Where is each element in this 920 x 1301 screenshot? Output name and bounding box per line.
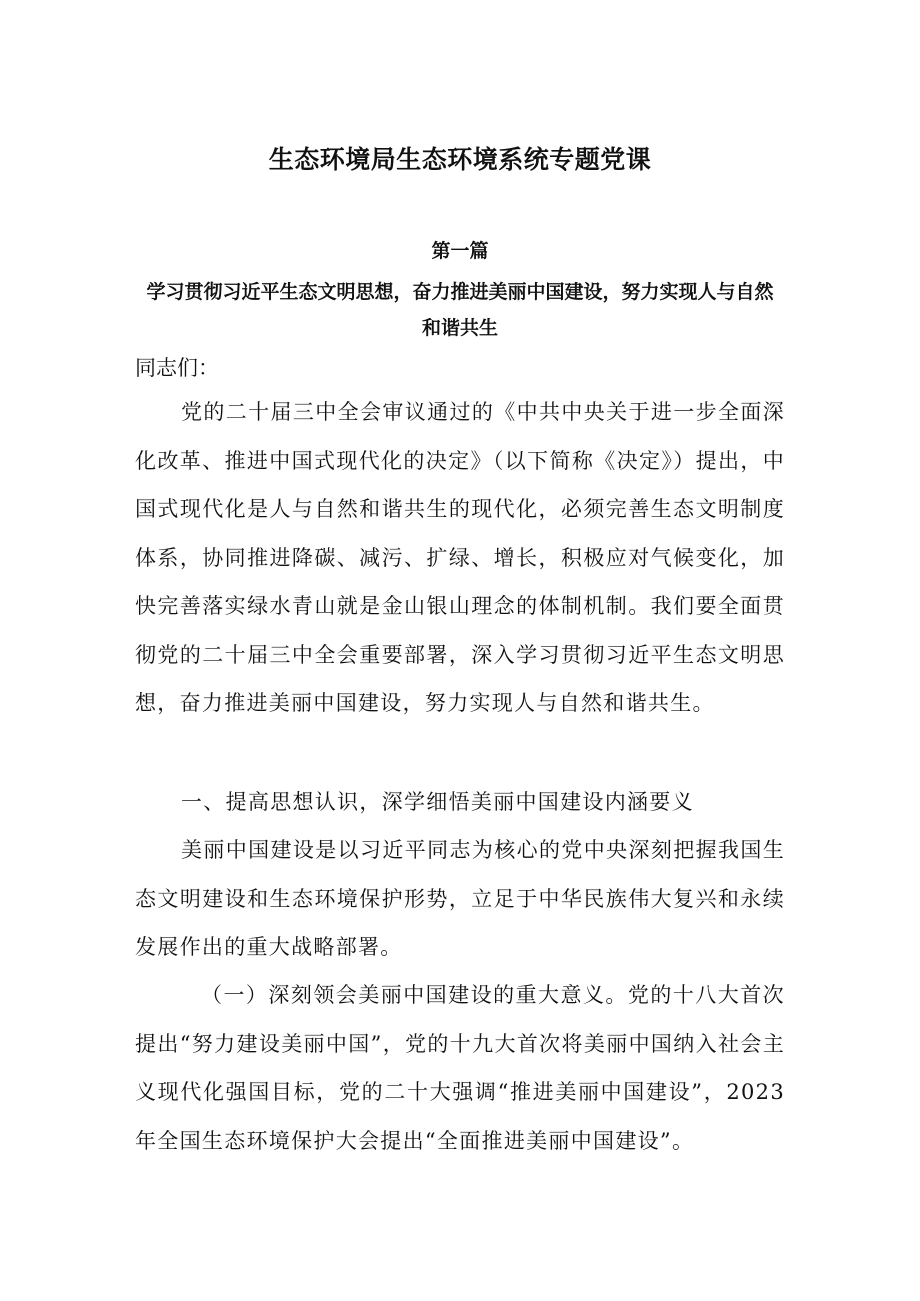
document-title: 生态环境局生态环境系统专题党课 bbox=[268, 145, 652, 174]
subheading-one bbox=[135, 778, 785, 827]
subheading-text: 一、提高思想认识，深学细悟美丽中国建设内涵要义 bbox=[181, 790, 694, 814]
paragraph-text: （一）深刻领会美丽中国建设的重大意义。党的十八大首次提出“努力建设美丽中国”，党的十九大首次将美丽中国纳入社会主义现代化强国目标，党的二十大强调“推进美丽中国建设”，2023年全国生态环境保护大会提出“全面推进美丽中国建设”。 bbox=[135, 983, 785, 1153]
paragraph-intro bbox=[135, 388, 785, 728]
section-label: 第一篇 bbox=[431, 240, 489, 262]
paragraph-significance bbox=[135, 971, 785, 1165]
section-heading: 学习贯彻习近平生态文明思想，奋力推进美丽中国建设，努力实现人与自然和谐共生 bbox=[146, 281, 774, 339]
paragraph-text: 党的二十届三中全会审议通过的《中共中央关于进一步全面深化改革、推进中国式现代化的决定》（以下简称《决定》）提出，中国式现代化是人与自然和谐共生的现代化，必须完善生态文明制度体系，协同推进降碳、减污、扩绿、增长，积极应对气候变化，加快完善落实绿水青山就是金山银山理念的体制机制。我们要全面贯彻党的二十届三中全会重要部署，深入学习贯彻习近平生态文明思想，奋力推进美丽中国建设，努力实现人与自然和谐共生。 bbox=[135, 400, 785, 715]
paragraph-overview bbox=[135, 826, 785, 972]
salutation: 同志们： bbox=[135, 356, 219, 380]
paragraph-text: 美丽中国建设是以习近平同志为核心的党中央深刻把握我国生态文明建设和生态环境保护形势，立足于中华民族伟大复兴和永续发展作出的重大战略部署。 bbox=[135, 838, 785, 959]
